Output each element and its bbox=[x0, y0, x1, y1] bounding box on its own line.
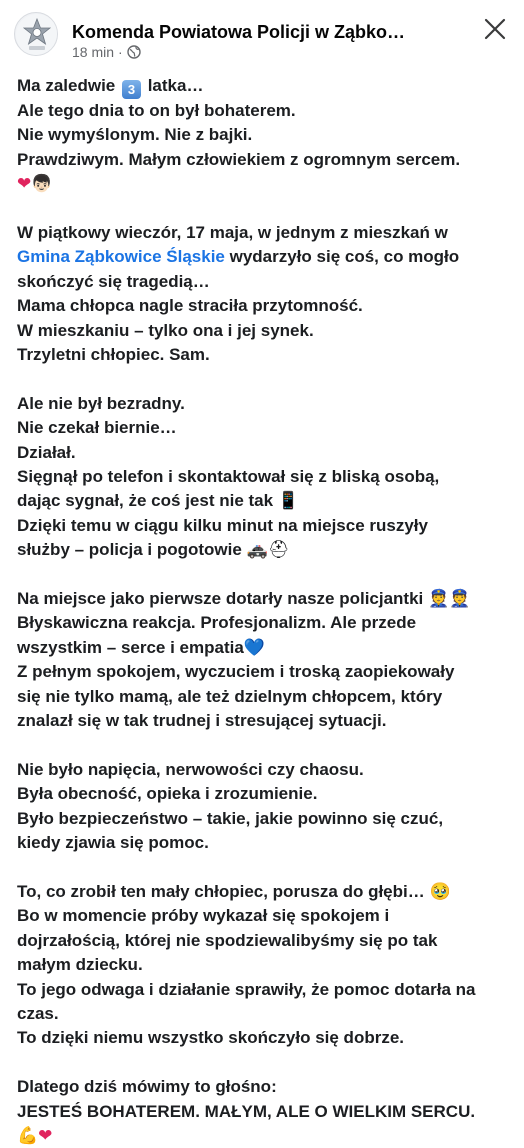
page-avatar[interactable] bbox=[14, 12, 58, 56]
police-star-logo bbox=[15, 13, 58, 56]
post-line: JESTEŚ BOHATEREM. MAŁYM, ALE O WIELKIM SERCU. bbox=[17, 1101, 476, 1121]
post-line: Ale nie był bezradny. bbox=[17, 393, 185, 413]
post-line: czas. bbox=[17, 1003, 59, 1023]
meta-separator: · bbox=[118, 44, 123, 60]
post-line: W mieszkaniu – tylko ona i jej synek. bbox=[17, 320, 314, 340]
page-name[interactable]: Komenda Powiatowa Policji w Ząbko… bbox=[72, 22, 406, 42]
phone-emoji: 📱 bbox=[277, 491, 299, 512]
post-line bbox=[17, 489, 512, 513]
post-line: Było bezpieczeństwo – takie, jakie powinno się czuć, bbox=[17, 808, 444, 828]
line-text: wszystkim – serce i empatia bbox=[17, 637, 244, 657]
boy-emoji: 👦🏻 bbox=[31, 174, 53, 195]
post-line bbox=[17, 245, 512, 269]
post-meta bbox=[72, 43, 141, 61]
line-text: Ma zaledwie bbox=[17, 76, 120, 95]
post-line: Nie wymyślonym. Nie z bajki. bbox=[17, 125, 253, 145]
police-car-helmet-emoji: 🚓⛑ bbox=[246, 540, 290, 561]
post-line: Nie czekał biernie… bbox=[17, 418, 177, 438]
post-line: Dlatego dziś mówimy to głośno: bbox=[17, 1077, 277, 1097]
line-text: służby – policja i pogotowie bbox=[17, 540, 247, 560]
post-text bbox=[17, 74, 512, 1148]
post-line: się nie tylko mamą, ale też dzielnym chłopcem, który bbox=[17, 686, 443, 706]
post-time[interactable]: 18 min bbox=[72, 44, 115, 60]
line-text: wydarzyło się coś, co mogło bbox=[224, 247, 460, 267]
post-line: Ale tego dnia to on był bohaterem. bbox=[17, 101, 296, 120]
post-line: skończyć się tragedią… bbox=[17, 271, 210, 291]
post-line: Mama chłopca nagle straciła przytomność. bbox=[17, 296, 363, 316]
post-line: Dzięki temu w ciągu kilku minut na miejsce ruszyły bbox=[17, 515, 428, 535]
pleading-face-emoji: 🥹 bbox=[429, 881, 451, 902]
location-link[interactable]: Gmina Ząbkowice Śląskie bbox=[17, 247, 225, 267]
keycap-three-emoji: 3 bbox=[122, 80, 141, 99]
post-line: małym dziecku. bbox=[17, 955, 143, 975]
close-button[interactable] bbox=[482, 16, 508, 42]
post-line: To jego odwaga i działanie sprawiły, że pomoc dotarła na bbox=[17, 979, 476, 999]
post-line: Nie było napięcia, nerwowości czy chaosu. bbox=[17, 759, 364, 779]
post-line bbox=[17, 1124, 512, 1148]
post-line: Trzyletni chłopiec. Sam. bbox=[17, 345, 210, 365]
red-heart-emoji: ❤ bbox=[17, 174, 32, 195]
post-line: Była obecność, opieka i zrozumienie. bbox=[17, 784, 318, 804]
post-line bbox=[17, 172, 512, 196]
line-text: dając sygnał, że coś jest nie tak bbox=[17, 491, 278, 511]
globe-icon bbox=[127, 45, 141, 59]
post-line bbox=[17, 587, 512, 611]
police-officer-emoji: 👮👮 bbox=[428, 589, 471, 610]
post-line: To dzięki niemu wszystko skończyło się dobrze. bbox=[17, 1028, 405, 1048]
line-text: To, co zrobił ten mały chłopiec, porusza do głębi… bbox=[17, 881, 430, 901]
line-text: Na miejsce jako pierwsze dotarły nasze policjantki bbox=[17, 589, 428, 609]
line-text: latka… bbox=[142, 76, 204, 95]
blue-heart-emoji: 💙 bbox=[243, 637, 265, 658]
post-line: Z pełnym spokojem, wyczuciem i troską zaopiekowały bbox=[17, 662, 455, 682]
post-line: Sięgnął po telefon i skontaktował się z bliską osobą, bbox=[17, 467, 440, 487]
post-line: W piątkowy wieczór, 17 maja, w jednym z mieszkań w bbox=[17, 223, 448, 243]
post-line: Błyskawiczna reakcja. Profesjonalizm. Ale przede bbox=[17, 613, 417, 633]
post-line: Prawdziwym. Małym człowiekiem z ogromnym sercem. bbox=[17, 149, 461, 169]
post-line bbox=[17, 538, 512, 562]
post-line: dojrzałością, której nie spodziewalibyśmy się po tak bbox=[17, 930, 438, 950]
post-line: Działał. bbox=[17, 442, 76, 462]
post-line bbox=[17, 880, 512, 904]
post-header bbox=[0, 0, 524, 64]
post-line: kiedy zjawia się pomoc. bbox=[17, 833, 209, 853]
post-line: znalazł się w tak trudnej i stresującej sytuacji. bbox=[17, 711, 387, 731]
muscle-heart-emoji: 💪❤ bbox=[17, 1125, 53, 1146]
post-line: Bo w momencie próby wykazał się spokojem i bbox=[17, 906, 390, 926]
post-line bbox=[17, 74, 512, 99]
post-line bbox=[17, 636, 512, 660]
close-icon bbox=[482, 16, 508, 42]
